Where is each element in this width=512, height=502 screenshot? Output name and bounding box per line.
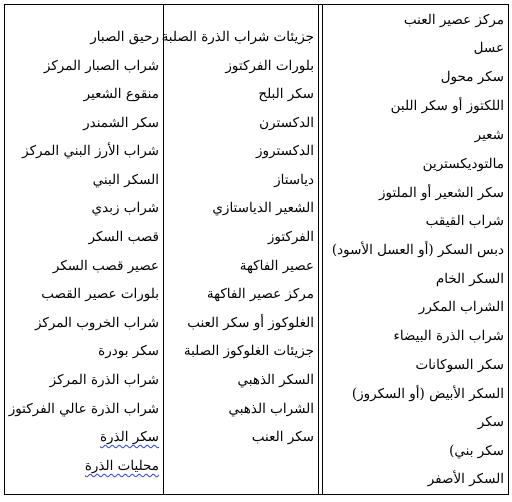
list-item: سكر السوكانات <box>415 357 504 373</box>
list-item: الشراب الذهبي <box>228 401 314 417</box>
list-item: سكر بني) <box>449 443 504 459</box>
list-item: شراب الذرة عالي الفركتوز <box>8 401 159 417</box>
list-item: الدكستروز <box>256 143 314 159</box>
list-item: سكر بودرة <box>98 343 159 359</box>
list-item-spellcheck: سكر الذرة <box>99 429 159 445</box>
list-item: دبس السكر (أو العسل الأسود) <box>331 242 504 258</box>
list-item: الشعير الدياستازي <box>212 200 314 216</box>
list-item: بلورات الفركتوز <box>225 58 314 74</box>
list-item: شراب الذرة البيضاء <box>393 328 504 344</box>
list-item: السكر الخام <box>435 271 504 287</box>
list-item: شراب القيقب <box>425 213 504 229</box>
list-item: عصير الفاكهة <box>239 258 314 274</box>
list-item: سكر الشمندر <box>83 115 159 131</box>
list-item: السكر الذهبي <box>237 372 314 388</box>
list-item: سكر البلح <box>258 86 314 102</box>
list-item: شعير <box>474 127 504 143</box>
list-item: مركز عصير العنب <box>403 12 504 28</box>
list-item: رحيق الصبار <box>90 29 159 45</box>
list-item: دياستاز <box>274 172 314 188</box>
list-item-spellcheck: محليات الذرة <box>84 458 159 474</box>
list-item: مالتوديكسترين <box>422 156 504 172</box>
list-item: قصب السكر <box>88 229 159 245</box>
list-item: جزيئات الغلوكوز الصلبة <box>183 343 314 359</box>
list-item: شراب زبدي <box>91 200 159 216</box>
column-right <box>323 0 508 502</box>
list-item: شراب الذرة المركز <box>49 372 159 388</box>
list-item: عصير قصب السكر <box>52 258 159 274</box>
list-item: الدكسترن <box>259 115 314 131</box>
list-item: السكر البني <box>92 172 159 188</box>
list-item: الشراب المكرر <box>418 299 504 315</box>
list-item: الفركتوز <box>267 229 314 245</box>
list-item: شراب الأرز البني المركز <box>22 143 159 159</box>
list-item: سكر محول <box>440 69 504 85</box>
list-item: مركز عصير الفاكهة <box>206 286 314 302</box>
column-middle <box>161 0 318 502</box>
list-item: بلورات عصير القصب <box>41 286 159 302</box>
list-item: السكر الأصفر <box>427 471 504 487</box>
list-item: سكر العنب <box>251 429 314 445</box>
list-item: شراب الخروب المركز <box>34 315 159 331</box>
column-left <box>5 0 163 502</box>
list-item: سكر الشعير أو الملتوز <box>378 185 504 201</box>
list-item: اللكتوز أو سكر اللبن <box>390 98 504 114</box>
list-item: جزيئات شراب الذرة الصلبة <box>161 29 314 45</box>
list-item: الغلوكوز أو سكر العنب <box>187 315 314 331</box>
list-item: السكر الأبيض (أو السكروز) <box>351 386 504 402</box>
list-item: عسل <box>473 40 504 56</box>
list-item: سكر <box>477 414 504 430</box>
list-item: منقوع الشعير <box>83 86 159 102</box>
table-divider-middle-a <box>318 4 319 495</box>
list-item: شراب الصبار المركز <box>43 58 159 74</box>
table-border-right <box>508 4 509 495</box>
